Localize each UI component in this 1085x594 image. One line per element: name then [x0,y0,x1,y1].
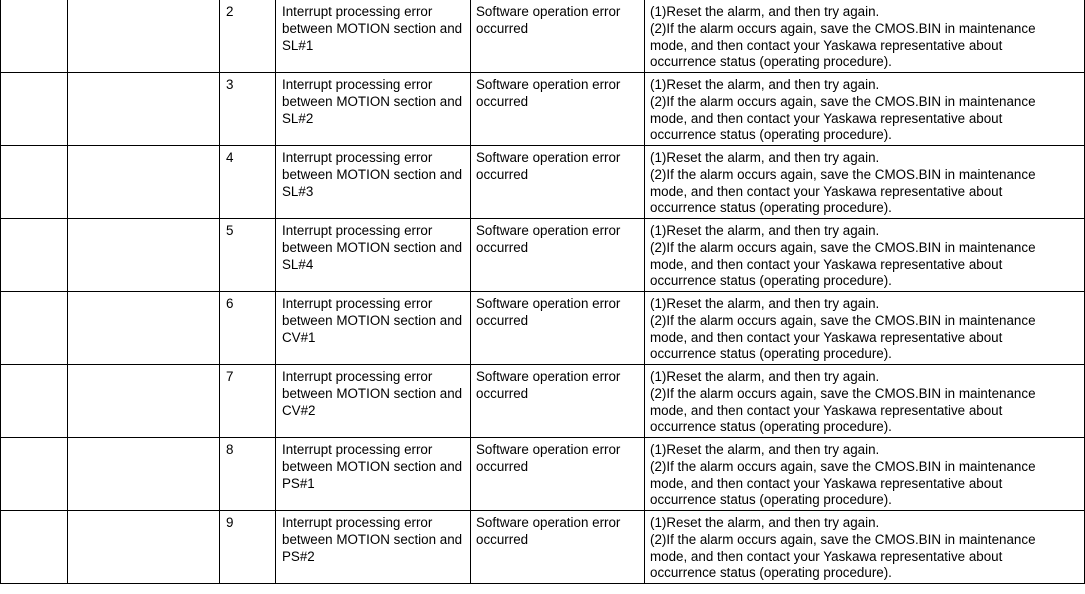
alarm-name-cell [68,219,220,292]
remedy-cell [645,365,1085,438]
alarm-name-cell [68,0,220,73]
remedy-line: mode, and then contact your Yaskawa representative about [650,548,1003,564]
remedy-line: (1)Reset the alarm, and then try again. [650,77,880,92]
remedy-line: occurrence status (operating procedure). [650,419,892,435]
remedy-line: (2)If the alarm occurs again, save the CMOS.BIN in maintenance [650,458,1036,474]
table-row [1,511,1085,584]
table-row [1,438,1085,511]
cause-cell: Software operation error occurred [471,146,645,219]
remedy-line: (1)Reset the alarm, and then try again. [650,223,880,238]
remedy-line: (2)If the alarm occurs again, save the CMOS.BIN in maintenance [650,239,1036,255]
cause-cell: Software operation error occurred [471,438,645,511]
remedy-line: (1)Reset the alarm, and then try again. [650,150,880,165]
sub-code-cell: 4 [220,146,276,219]
remedy-cell [645,438,1085,511]
remedy-line: mode, and then contact your Yaskawa representative about [650,475,1003,491]
remedy-line: (2)If the alarm occurs again, save the CMOS.BIN in maintenance [650,531,1036,547]
remedy-line: mode, and then contact your Yaskawa representative about [650,37,1003,53]
cause-cell: Software operation error occurred [471,511,645,584]
remedy-line: occurrence status (operating procedure). [650,492,892,508]
remedy-line: (1)Reset the alarm, and then try again. [650,369,880,384]
alarm-name-cell [68,73,220,146]
cause-cell: Software operation error occurred [471,73,645,146]
meaning-cell: Interrupt processing error between MOTION section and SL#2 [276,73,471,146]
remedy-line: occurrence status (operating procedure). [650,565,892,581]
alarm-name-cell [68,365,220,438]
alarm-table-body [1,0,1085,584]
meaning-cell: Interrupt processing error between MOTION section and SL#4 [276,219,471,292]
cause-cell: Software operation error occurred [471,0,645,73]
remedy-line: (1)Reset the alarm, and then try again. [650,296,880,311]
alarm-name-cell [68,438,220,511]
table-row [1,219,1085,292]
alarm-code-cell [1,511,68,584]
alarm-code-cell [1,365,68,438]
meaning-cell: Interrupt processing error between MOTION section and SL#3 [276,146,471,219]
sub-code-cell: 7 [220,365,276,438]
sub-code-cell: 6 [220,292,276,365]
alarm-code-cell [1,73,68,146]
alarm-code-cell [1,438,68,511]
remedy-line: (2)If the alarm occurs again, save the CMOS.BIN in maintenance [650,93,1036,109]
remedy-cell [645,146,1085,219]
sub-code-cell: 5 [220,219,276,292]
meaning-cell: Interrupt processing error between MOTION section and PS#1 [276,438,471,511]
remedy-line: (1)Reset the alarm, and then try again. [650,4,880,19]
sub-code-cell: 3 [220,73,276,146]
remedy-cell [645,511,1085,584]
remedy-line: (1)Reset the alarm, and then try again. [650,515,880,530]
remedy-line: (2)If the alarm occurs again, save the CMOS.BIN in maintenance [650,312,1036,328]
cause-cell: Software operation error occurred [471,292,645,365]
meaning-cell: Interrupt processing error between MOTION section and SL#1 [276,0,471,73]
table-row [1,0,1085,73]
remedy-line: occurrence status (operating procedure). [650,273,892,289]
table-row [1,146,1085,219]
table-row [1,365,1085,438]
sub-code-cell: 8 [220,438,276,511]
remedy-cell [645,219,1085,292]
cause-cell: Software operation error occurred [471,365,645,438]
alarm-code-cell [1,0,68,73]
alarm-code-cell [1,219,68,292]
remedy-line: mode, and then contact your Yaskawa representative about [650,110,1003,126]
remedy-line: (2)If the alarm occurs again, save the CMOS.BIN in maintenance [650,20,1036,36]
remedy-cell [645,0,1085,73]
remedy-line: mode, and then contact your Yaskawa representative about [650,329,1003,345]
table-row [1,73,1085,146]
meaning-cell: Interrupt processing error between MOTION section and PS#2 [276,511,471,584]
alarm-code-cell [1,146,68,219]
remedy-line: occurrence status (operating procedure). [650,346,892,362]
remedy-line: occurrence status (operating procedure). [650,54,892,70]
remedy-line: (2)If the alarm occurs again, save the CMOS.BIN in maintenance [650,385,1036,401]
remedy-line: mode, and then contact your Yaskawa representative about [650,256,1003,272]
alarm-code-cell [1,292,68,365]
sub-code-cell: 2 [220,0,276,73]
table-row [1,292,1085,365]
remedy-cell [645,292,1085,365]
meaning-cell: Interrupt processing error between MOTION section and CV#1 [276,292,471,365]
remedy-line: occurrence status (operating procedure). [650,127,892,143]
remedy-line: (1)Reset the alarm, and then try again. [650,442,880,457]
remedy-line: occurrence status (operating procedure). [650,200,892,216]
remedy-line: mode, and then contact your Yaskawa representative about [650,183,1003,199]
alarm-name-cell [68,292,220,365]
alarm-name-cell [68,511,220,584]
remedy-line: mode, and then contact your Yaskawa representative about [650,402,1003,418]
remedy-line: (2)If the alarm occurs again, save the CMOS.BIN in maintenance [650,166,1036,182]
meaning-cell: Interrupt processing error between MOTION section and CV#2 [276,365,471,438]
sub-code-cell: 9 [220,511,276,584]
remedy-cell [645,73,1085,146]
alarm-name-cell [68,146,220,219]
cause-cell: Software operation error occurred [471,219,645,292]
